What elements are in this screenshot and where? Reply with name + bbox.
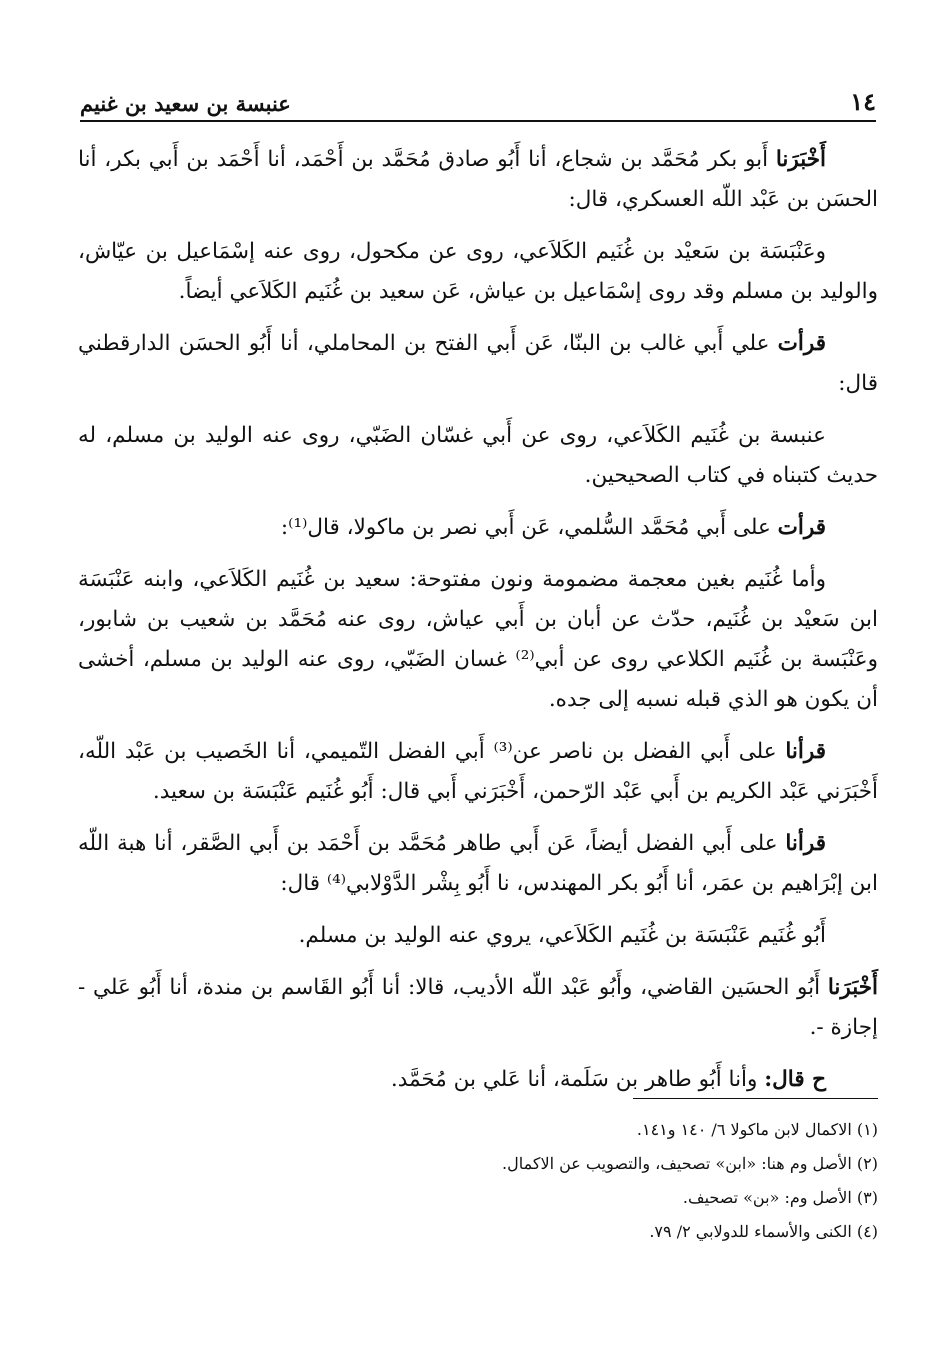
paragraph-lead: قرأت — [777, 331, 826, 356]
paragraph — [78, 824, 878, 904]
footnote-divider — [633, 1098, 878, 1099]
paragraph-text: علي أَبي غالب بن البنّا، عَن أَبي الفتح بن المحاملي، أنا أَبُو الحسَن الدارقطني قال: — [78, 331, 878, 396]
paragraph-lead: قرأنا — [785, 739, 827, 764]
paragraph — [78, 508, 878, 548]
footnotes — [78, 1098, 878, 1249]
paragraph — [78, 560, 878, 720]
main-text — [78, 140, 878, 1112]
paragraph — [78, 324, 878, 404]
paragraph-lead: أَخْبَرَنا — [827, 975, 878, 1000]
paragraph — [78, 232, 878, 312]
paragraph-text: أَبو بكر مُحَمَّد بن شجاع، أنا أَبُو صادق مُحَمَّد بن أَحْمَد، أنا أَحْمَد بن أَبي بكر، أنا الحسَن بن عَبْد اللّه العسكري، قال: — [78, 147, 878, 212]
footnote-item: (١) الاكمال لابن ماكولا ٦/ ١٤٠ و١٤١. — [636, 1120, 878, 1139]
paragraph-lead: قرأنا — [785, 831, 826, 856]
footnote-item: (٣) الأصل وم: «بن» تصحيف. — [682, 1188, 878, 1207]
paragraph-text: وأما غُنَيم بغين معجمة مضمومة ونون مفتوحة: سعيد بن غُنَيم الكَلاَعي، وابنه عَنْبَسَة ابن سَعيْد بن غُنَيم، حدّث عن أبان بن أَبي عياش، روى عنه مُحَمَّد بن شعيب بن شابور، وعَنْبَسة بن غُنَيم الكلاعي روى عن أبي⁽²⁾ غسان الضَبّي، روى عنه الوليد بن مسلم، أخشى أن يكون هو الذي قبله نسبه إلى جده. — [78, 567, 878, 712]
paragraph — [78, 416, 878, 496]
paragraph-text: أَبُو الحسَين القاضي، وأَبُو عَبْد اللّه الأديب، قالا: أنا أَبُو القَاسم بن مندة، أنا أَبُو عَلي - إجازة -. — [78, 975, 878, 1040]
paragraph — [78, 968, 878, 1048]
paragraph — [78, 916, 878, 956]
paragraph — [78, 1060, 878, 1100]
paragraph-lead: أَخْبَرَنا — [775, 147, 826, 172]
footnote-item: (٤) الكنى والأسماء للدولابي ٢/ ٧٩. — [649, 1222, 878, 1241]
paragraph-lead: قرأت — [777, 515, 826, 540]
running-title: عنبسة بن سعيد بن غنيم — [80, 91, 291, 116]
paragraph-text: وعَنْبَسَة بن سَعيْد بن غُنَيم الكَلاَعي، روى عن مكحول، روى عنه إسْمَاعيل بن عيّاش، والوليد بن مسلم وقد روى إسْمَاعيل بن عياش، عَن سعيد بن غُنَيم الكَلاَعي أيضاً. — [78, 239, 878, 304]
paragraph-text: أَبُو غُنَيم عَنْبَسَة بن غُنَيم الكَلاَعي، يروي عنه الوليد بن مسلم. — [298, 923, 826, 948]
paragraph-text: على أَبي مُحَمَّد السُّلمي، عَن أَبي نصر بن ماكولا، قال⁽¹⁾: — [280, 515, 778, 540]
page-number: ١٤ — [850, 87, 876, 116]
paragraph-text: عنبسة بن غُنَيم الكَلاَعي، روى عن أَبي غسّان الضَبّي، روى عنه الوليد بن مسلم، له حديث كتبناه في كتاب الصحيحين. — [78, 423, 878, 488]
footnote-item: (٢) الأصل وم هنا: «ابن» تصحيف، والتصويب عن الاكمال. — [501, 1154, 878, 1173]
paragraph — [78, 140, 878, 220]
paragraph-text: على أَبي الفضل أيضاً، عَن أَبي طاهر مُحَمَّد بن أَحْمَد بن أَبي الصَّقر، أنا هبة اللّه ابن إبْرَاهيم بن عمَر، أنا أَبُو بكر المهندس، نا أَبُو بِشْر الدَّوْلابي⁽⁴⁾ قال: — [78, 831, 878, 896]
page-header — [80, 80, 876, 122]
paragraph-text: على أَبي الفضل بن ناصر عن⁽³⁾ أَبي الفضل التّميمي، أنا الخَصيب بن عَبْد اللّه، أَخْبَرَني عَبْد الكريم بن أَبي عَبْد الرّحمن، أَخْبَرَني أَبي قال: أَبُو غُنَيم عَنْبَسَة بن سعيد. — [78, 739, 878, 804]
paragraph-lead: ح قال: — [764, 1067, 826, 1092]
paragraph — [78, 732, 878, 812]
paragraph-text: وأنا أَبُو طاهر بن سَلَمة، أنا عَلي بن مُحَمَّد. — [390, 1067, 765, 1092]
